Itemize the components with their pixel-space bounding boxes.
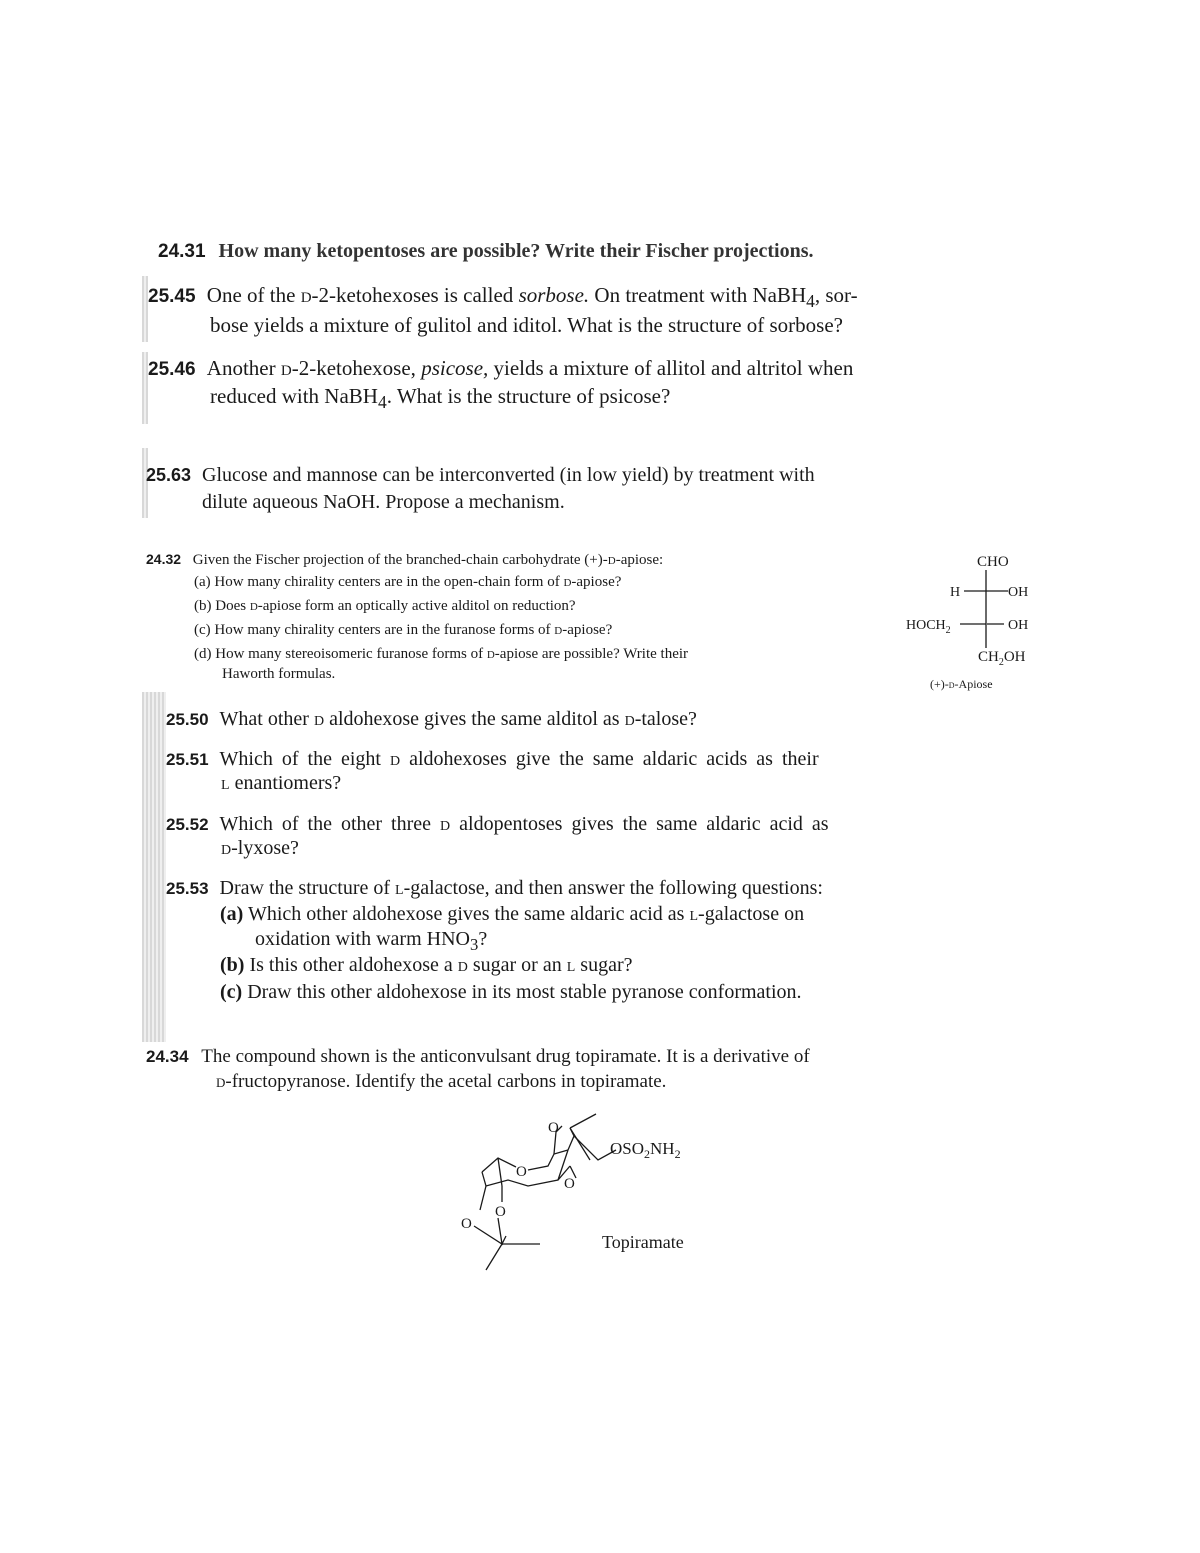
topiramate-structure — [450, 1110, 770, 1280]
question-c: (c) How many chirality centers are in the furanose forms of d-apiose? — [194, 622, 613, 638]
problem-intro: Given the Fischer projection of the branched-chain carbohydrate (+)-d-apiose: — [192, 552, 664, 568]
question-a: (a) How many chirality centers are in the open-chain form of d-apiose? — [194, 574, 622, 590]
problem-text-line-1: Which of the eight d aldohexoses give the same aldaric acids as their — [219, 748, 819, 770]
question-a-line-2: oxidation with warm $HNO_3$? — [255, 928, 488, 954]
oh-label-2: OH — [1008, 618, 1029, 633]
question-b: (b) Is this other aldohexose a d sugar or an l sugar? — [220, 954, 633, 976]
problem-number: 24.31 — [158, 241, 206, 262]
h-label: H — [950, 585, 961, 600]
problem-number: 25.53 — [166, 879, 209, 898]
question-d-line-2: Haworth formulas. — [222, 666, 336, 682]
problem-number: 24.34 — [146, 1047, 189, 1066]
problem-number: 25.46 — [148, 359, 196, 380]
problem-text: How many ketopentoses are possible? Write their Fischer projections. — [218, 240, 814, 262]
hoch2-label: $HOCH_2$ — [906, 618, 951, 636]
problem-text-line-2: d-fructopyranose. Identify the acetal carbons in topiramate. — [216, 1071, 667, 1092]
oh-label-1: OH — [1008, 585, 1029, 600]
problem-text-line-2: dilute aqueous NaOH. Propose a mechanism. — [202, 491, 565, 513]
ch2oh-label: $CH_2OH$ — [978, 649, 1026, 668]
problem-number: 25.63 — [146, 465, 192, 485]
question-a: (a) Which other aldohexose gives the same aldaric acid as l-galactose on — [220, 903, 805, 925]
oxygen-label: O — [548, 1120, 559, 1136]
lower-isopropylidene — [486, 1236, 540, 1270]
question-d: (d) How many stereoisomeric furanose forms of d-apiose are possible? Write their — [194, 646, 689, 662]
oxygen-label: O — [564, 1176, 575, 1192]
problem-text-line-1: One of the d-2-ketohexoses is called sorbose. On treatment with NaBH$_4$, sor- — [206, 283, 858, 312]
topiramate-caption: Topiramate — [602, 1232, 684, 1252]
problem-text-line-1: Another d-2-ketohexose, psicose, yields a mixture of allitol and altritol when — [206, 356, 854, 380]
problem-number: 24.32 — [146, 551, 182, 567]
lower-dioxolane — [474, 1218, 502, 1244]
question-c: (c) Draw this other aldohexose in its most stable pyranose conformation. — [220, 981, 802, 1003]
problem-number: 25.52 — [166, 815, 209, 834]
problem-text-line-2: l enantiomers? — [221, 772, 342, 794]
problem-text-line-1: Glucose and mannose can be interconverted (in low yield) by treatment with — [202, 464, 815, 486]
problem-text-line-1: Draw the structure of l-galactose, and then answer the following questions: — [219, 877, 823, 899]
oxygen-label: O — [461, 1216, 472, 1232]
apiose-fischer-projection — [900, 548, 1050, 698]
problem-number: 25.50 — [166, 710, 209, 729]
apiose-caption: (+)-d-Apiose — [930, 677, 993, 691]
problem-text-line-1: Which of the other three d aldopentoses gives the same aldaric acid as — [219, 813, 829, 835]
problem-text-line-2: bose yields a mixture of gulitol and iditol. What is the structure of sorbose? — [210, 313, 843, 337]
margin-bar — [142, 692, 166, 1042]
problem-number: 25.51 — [166, 750, 209, 769]
cho-label: CHO — [977, 554, 1009, 570]
oxygen-label: O — [495, 1204, 506, 1220]
problem-number: 25.45 — [148, 286, 196, 307]
problem-text-line-1: The compound shown is the anticonvulsant drug topiramate. It is a derivative of — [201, 1046, 810, 1067]
oxygen-label: O — [516, 1164, 527, 1180]
problem-text-line-2: d-lyxose? — [221, 837, 299, 859]
problem-text: What other d aldohexose gives the same alditol as d-talose? — [219, 708, 697, 730]
problem-text-line-2: reduced with NaBH$_4$. What is the structure of psicose? — [210, 384, 671, 413]
question-b: (b) Does d-apiose form an optically active alditol on reduction? — [194, 598, 576, 614]
sulfamate-group-label: $OSO_2NH_2$ — [610, 1139, 681, 1161]
